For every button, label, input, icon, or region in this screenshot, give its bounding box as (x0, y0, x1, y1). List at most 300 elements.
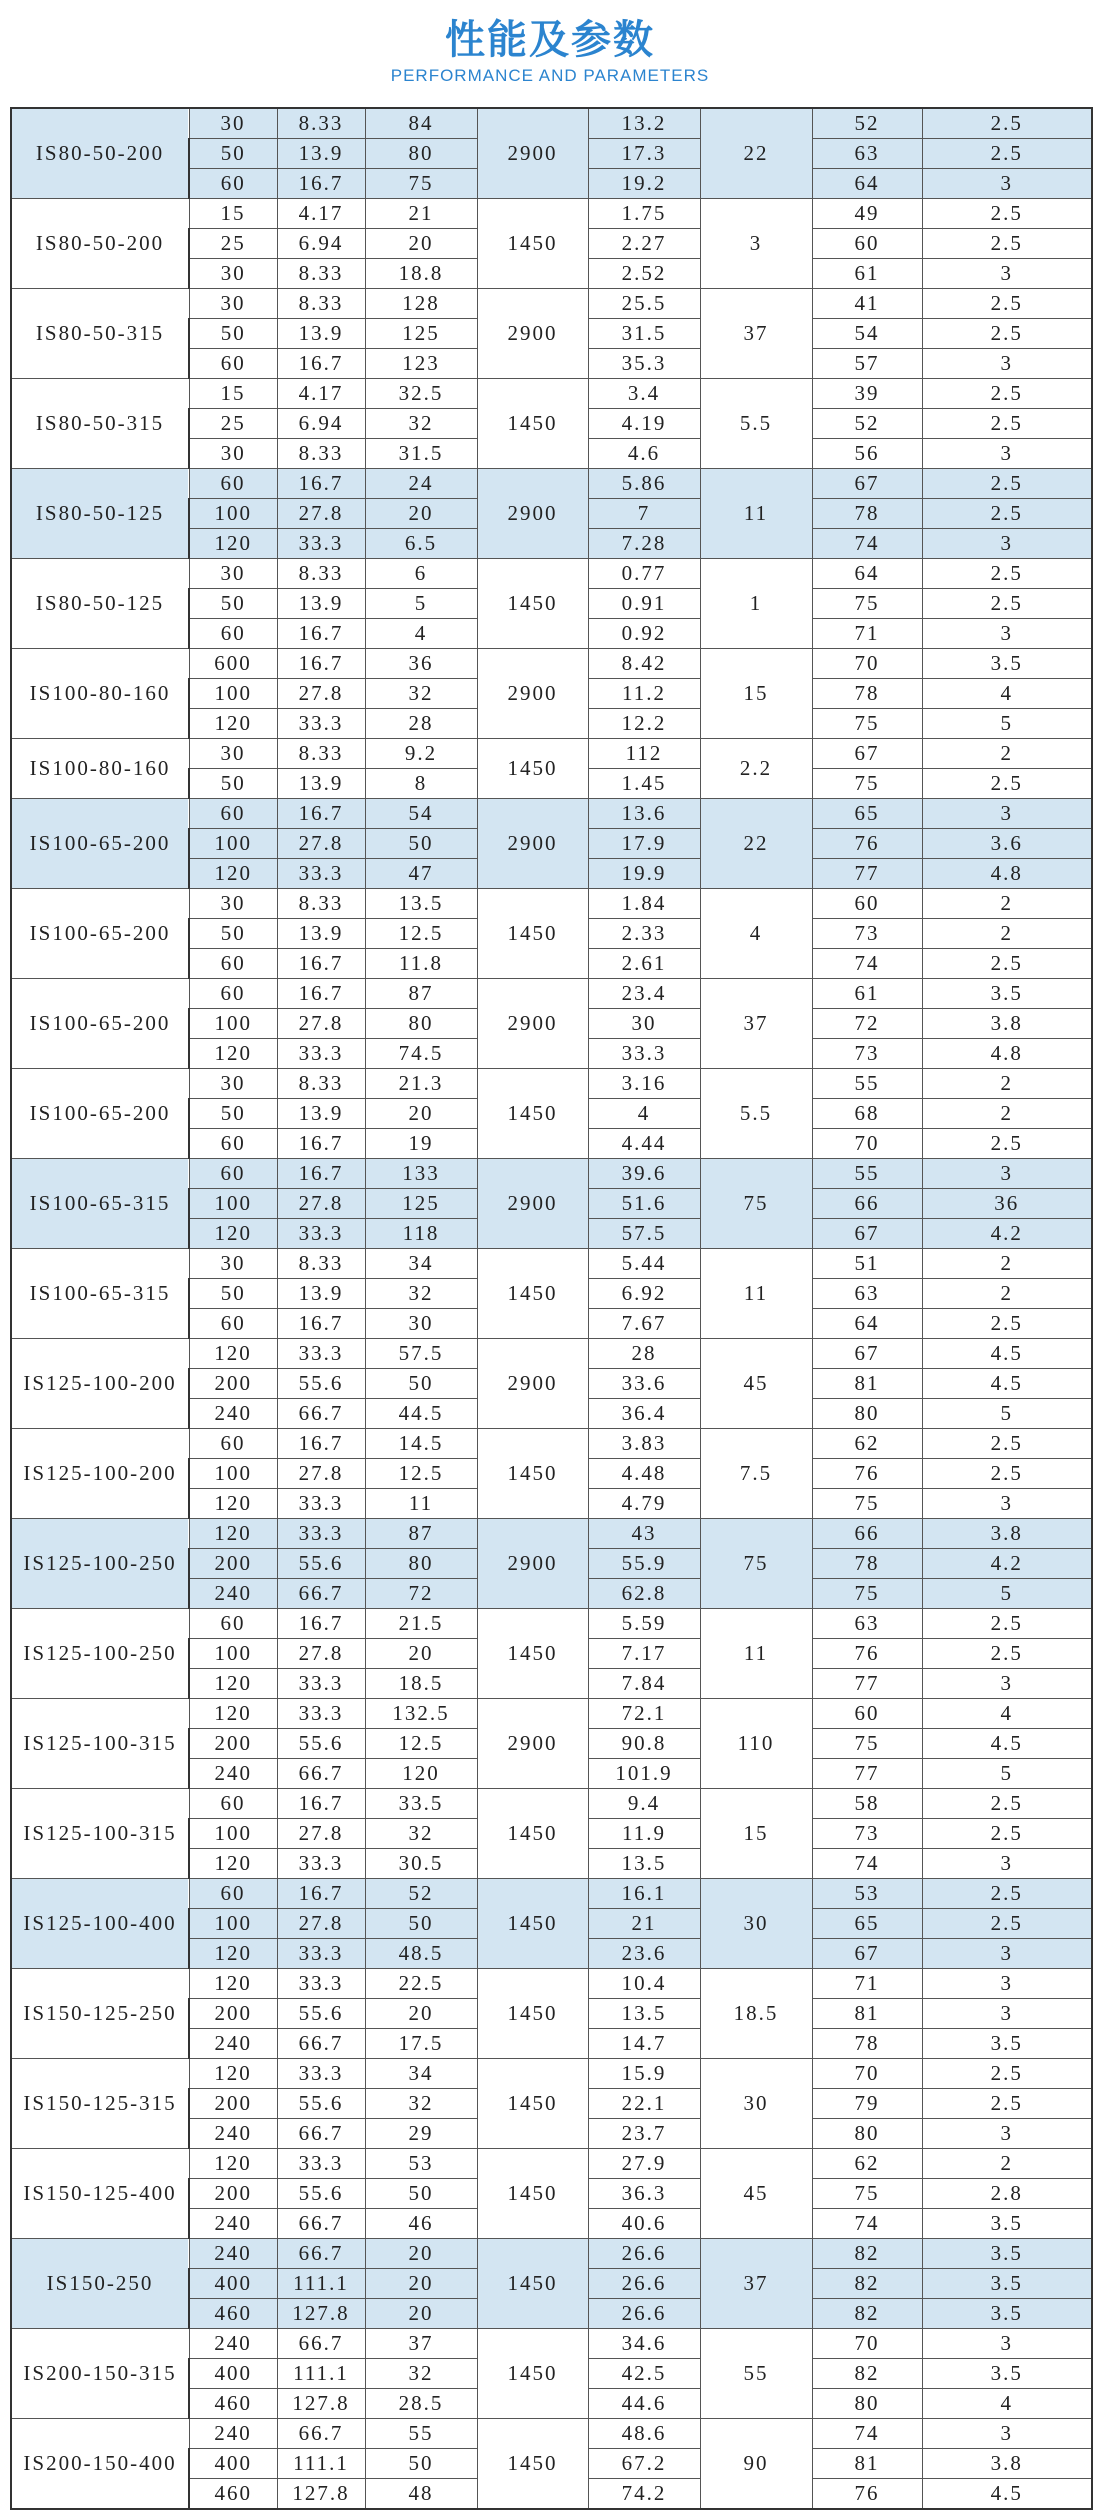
flow-ls-cell: 111.1 (277, 2449, 365, 2479)
table-row (11, 469, 1092, 499)
speed-cell: 1450 (477, 2149, 588, 2239)
efficiency-cell: 60 (812, 229, 922, 259)
flow-m3h-cell: 30 (189, 889, 277, 919)
head-cell: 37 (365, 2329, 477, 2359)
npsh-cell: 2.5 (922, 1309, 1092, 1339)
head-cell: 21.3 (365, 1069, 477, 1099)
npsh-cell: 2 (922, 1069, 1092, 1099)
head-cell: 11 (365, 1489, 477, 1519)
efficiency-cell: 75 (812, 1489, 922, 1519)
head-cell: 8 (365, 769, 477, 799)
table-row (11, 1249, 1092, 1279)
head-cell: 32 (365, 409, 477, 439)
flow-m3h-cell: 400 (189, 2359, 277, 2389)
npsh-cell: 3 (922, 259, 1092, 289)
flow-m3h-cell: 200 (189, 1549, 277, 1579)
head-cell: 22.5 (365, 1969, 477, 1999)
shaft-power-cell: 15.9 (588, 2059, 700, 2089)
shaft-power-cell: 4 (588, 1099, 700, 1129)
head-cell: 13.5 (365, 889, 477, 919)
flow-m3h-cell: 60 (189, 169, 277, 199)
head-cell: 47 (365, 859, 477, 889)
flow-m3h-cell: 200 (189, 2179, 277, 2209)
flow-ls-cell: 66.7 (277, 2029, 365, 2059)
npsh-cell: 2 (922, 1249, 1092, 1279)
flow-m3h-cell: 100 (189, 499, 277, 529)
flow-m3h-cell: 240 (189, 1759, 277, 1789)
shaft-power-cell: 13.5 (588, 1999, 700, 2029)
npsh-cell: 2.5 (922, 1609, 1092, 1639)
npsh-cell: 3.5 (922, 2209, 1092, 2239)
efficiency-cell: 67 (812, 1219, 922, 1249)
page-title: 性能及参数 (445, 17, 655, 63)
head-cell: 11.8 (365, 949, 477, 979)
npsh-cell: 3 (922, 1849, 1092, 1879)
flow-m3h-cell: 50 (189, 1099, 277, 1129)
motor-power-cell: 5.5 (700, 379, 812, 469)
head-cell: 32.5 (365, 379, 477, 409)
efficiency-cell: 64 (812, 169, 922, 199)
head-cell: 6.5 (365, 529, 477, 559)
npsh-cell: 4.8 (922, 1039, 1092, 1069)
efficiency-cell: 75 (812, 1729, 922, 1759)
model-cell: IS100-65-200 (11, 1069, 189, 1159)
shaft-power-cell: 5.44 (588, 1249, 700, 1279)
flow-m3h-cell: 100 (189, 1819, 277, 1849)
flow-ls-cell: 33.3 (277, 709, 365, 739)
model-cell: IS100-80-160 (11, 739, 189, 799)
npsh-cell: 5 (922, 709, 1092, 739)
flow-m3h-cell: 15 (189, 379, 277, 409)
table-row (11, 1159, 1092, 1189)
npsh-cell: 3 (922, 1669, 1092, 1699)
npsh-cell: 3 (922, 169, 1092, 199)
flow-ls-cell: 33.3 (277, 1219, 365, 1249)
motor-power-cell: 1 (700, 559, 812, 649)
flow-ls-cell: 8.33 (277, 259, 365, 289)
flow-m3h-cell: 200 (189, 1729, 277, 1759)
shaft-power-cell: 26.6 (588, 2269, 700, 2299)
head-cell: 118 (365, 1219, 477, 1249)
npsh-cell: 2 (922, 1099, 1092, 1129)
head-cell: 84 (365, 108, 477, 139)
flow-m3h-cell: 25 (189, 229, 277, 259)
flow-m3h-cell: 30 (189, 1249, 277, 1279)
model-cell: IS80-50-125 (11, 559, 189, 649)
flow-ls-cell: 33.3 (277, 529, 365, 559)
shaft-power-cell: 11.9 (588, 1819, 700, 1849)
flow-ls-cell: 13.9 (277, 139, 365, 169)
motor-power-cell: 45 (700, 1339, 812, 1429)
efficiency-cell: 64 (812, 1309, 922, 1339)
head-cell: 9.2 (365, 739, 477, 769)
speed-cell: 1450 (477, 1069, 588, 1159)
flow-ls-cell: 33.3 (277, 1669, 365, 1699)
head-cell: 20 (365, 1099, 477, 1129)
table-row (11, 739, 1092, 769)
shaft-power-cell: 9.4 (588, 1789, 700, 1819)
table-row (11, 199, 1092, 229)
shaft-power-cell: 11.2 (588, 679, 700, 709)
flow-m3h-cell: 400 (189, 2269, 277, 2299)
head-cell: 80 (365, 1009, 477, 1039)
head-cell: 123 (365, 349, 477, 379)
flow-m3h-cell: 15 (189, 199, 277, 229)
npsh-cell: 2 (922, 2149, 1092, 2179)
flow-m3h-cell: 120 (189, 1939, 277, 1969)
npsh-cell: 3.8 (922, 2449, 1092, 2479)
efficiency-cell: 70 (812, 649, 922, 679)
flow-ls-cell: 8.33 (277, 108, 365, 139)
table-row (11, 1879, 1092, 1909)
npsh-cell: 2.5 (922, 1129, 1092, 1159)
speed-cell: 1450 (477, 199, 588, 289)
motor-power-cell: 55 (700, 2329, 812, 2419)
head-cell: 52 (365, 1879, 477, 1909)
npsh-cell: 3 (922, 1939, 1092, 1969)
head-cell: 21 (365, 199, 477, 229)
flow-ls-cell: 8.33 (277, 1249, 365, 1279)
flow-ls-cell: 33.3 (277, 1519, 365, 1549)
flow-ls-cell: 8.33 (277, 289, 365, 319)
model-cell: IS100-80-160 (11, 649, 189, 739)
motor-power-cell: 30 (700, 2059, 812, 2149)
table-row (11, 2149, 1092, 2179)
shaft-power-cell: 55.9 (588, 1549, 700, 1579)
motor-power-cell: 22 (700, 799, 812, 889)
efficiency-cell: 63 (812, 139, 922, 169)
head-cell: 12.5 (365, 919, 477, 949)
flow-ls-cell: 16.7 (277, 649, 365, 679)
efficiency-cell: 55 (812, 1159, 922, 1189)
speed-cell: 1450 (477, 2419, 588, 2510)
table-row (11, 1069, 1092, 1099)
shaft-power-cell: 51.6 (588, 1189, 700, 1219)
shaft-power-cell: 67.2 (588, 2449, 700, 2479)
table-row (11, 799, 1092, 829)
speed-cell: 2900 (477, 979, 588, 1069)
flow-ls-cell: 33.3 (277, 1849, 365, 1879)
npsh-cell: 2.5 (922, 379, 1092, 409)
shaft-power-cell: 13.5 (588, 1849, 700, 1879)
speed-cell: 1450 (477, 1879, 588, 1969)
motor-power-cell: 37 (700, 979, 812, 1069)
speed-cell: 2900 (477, 1519, 588, 1609)
flow-ls-cell: 27.8 (277, 1639, 365, 1669)
head-cell: 46 (365, 2209, 477, 2239)
flow-m3h-cell: 120 (189, 1039, 277, 1069)
motor-power-cell: 37 (700, 289, 812, 379)
shaft-power-cell: 2.52 (588, 259, 700, 289)
efficiency-cell: 60 (812, 1699, 922, 1729)
speed-cell: 1450 (477, 2059, 588, 2149)
flow-ls-cell: 33.3 (277, 1489, 365, 1519)
shaft-power-cell: 57.5 (588, 1219, 700, 1249)
flow-m3h-cell: 120 (189, 1669, 277, 1699)
model-cell: IS150-125-400 (11, 2149, 189, 2239)
motor-power-cell: 15 (700, 1789, 812, 1879)
shaft-power-cell: 17.3 (588, 139, 700, 169)
flow-m3h-cell: 60 (189, 1309, 277, 1339)
shaft-power-cell: 31.5 (588, 319, 700, 349)
efficiency-cell: 78 (812, 1549, 922, 1579)
flow-ls-cell: 16.7 (277, 1879, 365, 1909)
shaft-power-cell: 4.48 (588, 1459, 700, 1489)
flow-ls-cell: 66.7 (277, 2119, 365, 2149)
efficiency-cell: 77 (812, 1759, 922, 1789)
flow-m3h-cell: 50 (189, 919, 277, 949)
flow-m3h-cell: 200 (189, 1369, 277, 1399)
efficiency-cell: 52 (812, 409, 922, 439)
shaft-power-cell: 33.6 (588, 1369, 700, 1399)
npsh-cell: 4.5 (922, 1369, 1092, 1399)
flow-ls-cell: 33.3 (277, 2149, 365, 2179)
efficiency-cell: 67 (812, 469, 922, 499)
flow-m3h-cell: 50 (189, 1279, 277, 1309)
npsh-cell: 4.5 (922, 1339, 1092, 1369)
npsh-cell: 3.5 (922, 2239, 1092, 2269)
flow-m3h-cell: 120 (189, 1849, 277, 1879)
flow-ls-cell: 55.6 (277, 1729, 365, 1759)
flow-ls-cell: 8.33 (277, 739, 365, 769)
shaft-power-cell: 5.59 (588, 1609, 700, 1639)
npsh-cell: 3 (922, 799, 1092, 829)
npsh-cell: 3.8 (922, 1519, 1092, 1549)
model-cell: IS80-50-200 (11, 108, 189, 199)
head-cell: 133 (365, 1159, 477, 1189)
npsh-cell: 2.5 (922, 2059, 1092, 2089)
efficiency-cell: 61 (812, 979, 922, 1009)
flow-m3h-cell: 100 (189, 829, 277, 859)
head-cell: 14.5 (365, 1429, 477, 1459)
model-cell: IS80-50-315 (11, 289, 189, 379)
efficiency-cell: 56 (812, 439, 922, 469)
speed-cell: 2900 (477, 289, 588, 379)
npsh-cell: 4 (922, 1699, 1092, 1729)
motor-power-cell: 7.5 (700, 1429, 812, 1519)
head-cell: 50 (365, 2179, 477, 2209)
table-row (11, 979, 1092, 1009)
head-cell: 12.5 (365, 1459, 477, 1489)
model-cell: IS80-50-125 (11, 469, 189, 559)
flow-m3h-cell: 120 (189, 2059, 277, 2089)
npsh-cell: 2.5 (922, 289, 1092, 319)
efficiency-cell: 82 (812, 2239, 922, 2269)
shaft-power-cell: 25.5 (588, 289, 700, 319)
head-cell: 20 (365, 499, 477, 529)
shaft-power-cell: 0.92 (588, 619, 700, 649)
shaft-power-cell: 12.2 (588, 709, 700, 739)
head-cell: 19 (365, 1129, 477, 1159)
motor-power-cell: 75 (700, 1159, 812, 1249)
flow-ls-cell: 27.8 (277, 829, 365, 859)
flow-m3h-cell: 120 (189, 709, 277, 739)
flow-ls-cell: 127.8 (277, 2479, 365, 2510)
flow-ls-cell: 8.33 (277, 439, 365, 469)
efficiency-cell: 76 (812, 829, 922, 859)
head-cell: 72 (365, 1579, 477, 1609)
npsh-cell: 5 (922, 1579, 1092, 1609)
flow-m3h-cell: 60 (189, 469, 277, 499)
npsh-cell: 3 (922, 2119, 1092, 2149)
flow-m3h-cell: 460 (189, 2479, 277, 2510)
flow-ls-cell: 13.9 (277, 919, 365, 949)
shaft-power-cell: 6.92 (588, 1279, 700, 1309)
flow-ls-cell: 55.6 (277, 1999, 365, 2029)
motor-power-cell: 45 (700, 2149, 812, 2239)
head-cell: 12.5 (365, 1729, 477, 1759)
flow-m3h-cell: 50 (189, 589, 277, 619)
efficiency-cell: 62 (812, 1429, 922, 1459)
efficiency-cell: 57 (812, 349, 922, 379)
page-subtitle: PERFORMANCE AND PARAMETERS (390, 66, 710, 85)
speed-cell: 2900 (477, 799, 588, 889)
flow-ls-cell: 55.6 (277, 1369, 365, 1399)
head-cell: 80 (365, 139, 477, 169)
table-row (11, 559, 1092, 589)
table-row (11, 1609, 1092, 1639)
flow-ls-cell: 33.3 (277, 859, 365, 889)
model-cell: IS150-125-250 (11, 1969, 189, 2059)
efficiency-cell: 76 (812, 1639, 922, 1669)
npsh-cell: 2.5 (922, 1819, 1092, 1849)
shaft-power-cell: 2.61 (588, 949, 700, 979)
flow-ls-cell: 27.8 (277, 679, 365, 709)
shaft-power-cell: 21 (588, 1909, 700, 1939)
head-cell: 33.5 (365, 1789, 477, 1819)
flow-ls-cell: 13.9 (277, 769, 365, 799)
head-cell: 32 (365, 679, 477, 709)
head-cell: 20 (365, 2239, 477, 2269)
shaft-power-cell: 22.1 (588, 2089, 700, 2119)
shaft-power-cell: 48.6 (588, 2419, 700, 2449)
shaft-power-cell: 7.84 (588, 1669, 700, 1699)
flow-m3h-cell: 60 (189, 1429, 277, 1459)
flow-m3h-cell: 120 (189, 1969, 277, 1999)
shaft-power-cell: 39.6 (588, 1159, 700, 1189)
efficiency-cell: 77 (812, 859, 922, 889)
flow-m3h-cell: 60 (189, 1159, 277, 1189)
head-cell: 50 (365, 1369, 477, 1399)
shaft-power-cell: 23.6 (588, 1939, 700, 1969)
efficiency-cell: 75 (812, 709, 922, 739)
npsh-cell: 2.5 (922, 949, 1092, 979)
head-cell: 31.5 (365, 439, 477, 469)
motor-power-cell: 110 (700, 1699, 812, 1789)
head-cell: 50 (365, 1909, 477, 1939)
head-cell: 57.5 (365, 1339, 477, 1369)
flow-m3h-cell: 50 (189, 139, 277, 169)
motor-power-cell: 3 (700, 199, 812, 289)
flow-ls-cell: 66.7 (277, 2209, 365, 2239)
npsh-cell: 3.5 (922, 2299, 1092, 2329)
speed-cell: 2900 (477, 1339, 588, 1429)
efficiency-cell: 39 (812, 379, 922, 409)
table-row (11, 2419, 1092, 2449)
head-cell: 34 (365, 2059, 477, 2089)
head-cell: 74.5 (365, 1039, 477, 1069)
flow-ls-cell: 27.8 (277, 1189, 365, 1219)
flow-m3h-cell: 100 (189, 1909, 277, 1939)
motor-power-cell: 37 (700, 2239, 812, 2329)
efficiency-cell: 63 (812, 1279, 922, 1309)
flow-ls-cell: 16.7 (277, 1789, 365, 1819)
efficiency-cell: 67 (812, 1939, 922, 1969)
model-cell: IS150-125-315 (11, 2059, 189, 2149)
shaft-power-cell: 7.28 (588, 529, 700, 559)
shaft-power-cell: 112 (588, 739, 700, 769)
head-cell: 87 (365, 1519, 477, 1549)
shaft-power-cell: 7 (588, 499, 700, 529)
flow-ls-cell: 6.94 (277, 229, 365, 259)
motor-power-cell: 30 (700, 1879, 812, 1969)
efficiency-cell: 80 (812, 2119, 922, 2149)
efficiency-cell: 74 (812, 1849, 922, 1879)
speed-cell: 1450 (477, 1429, 588, 1519)
npsh-cell: 36 (922, 1189, 1092, 1219)
flow-ls-cell: 66.7 (277, 1399, 365, 1429)
npsh-cell: 3 (922, 349, 1092, 379)
flow-ls-cell: 27.8 (277, 1459, 365, 1489)
npsh-cell: 2.5 (922, 469, 1092, 499)
shaft-power-cell: 4.6 (588, 439, 700, 469)
flow-m3h-cell: 240 (189, 2329, 277, 2359)
flow-m3h-cell: 30 (189, 439, 277, 469)
shaft-power-cell: 74.2 (588, 2479, 700, 2510)
head-cell: 120 (365, 1759, 477, 1789)
npsh-cell: 3 (922, 1999, 1092, 2029)
model-cell: IS100-65-200 (11, 889, 189, 979)
head-cell: 32 (365, 1819, 477, 1849)
head-cell: 28.5 (365, 2389, 477, 2419)
flow-m3h-cell: 25 (189, 409, 277, 439)
speed-cell: 1450 (477, 889, 588, 979)
npsh-cell: 3.5 (922, 649, 1092, 679)
flow-m3h-cell: 60 (189, 1879, 277, 1909)
speed-cell: 1450 (477, 1969, 588, 2059)
head-cell: 20 (365, 1639, 477, 1669)
head-cell: 5 (365, 589, 477, 619)
npsh-cell: 2.5 (922, 499, 1092, 529)
flow-ls-cell: 66.7 (277, 1579, 365, 1609)
table-row (11, 1789, 1092, 1819)
efficiency-cell: 76 (812, 1459, 922, 1489)
flow-ls-cell: 16.7 (277, 979, 365, 1009)
npsh-cell: 2.5 (922, 559, 1092, 589)
flow-m3h-cell: 60 (189, 1129, 277, 1159)
npsh-cell: 2.5 (922, 319, 1092, 349)
head-cell: 20 (365, 2269, 477, 2299)
flow-m3h-cell: 120 (189, 1489, 277, 1519)
speed-cell: 1450 (477, 1249, 588, 1339)
npsh-cell: 2.8 (922, 2179, 1092, 2209)
npsh-cell: 2 (922, 1279, 1092, 1309)
flow-ls-cell: 16.7 (277, 1129, 365, 1159)
model-cell: IS125-100-315 (11, 1789, 189, 1879)
efficiency-cell: 78 (812, 679, 922, 709)
model-cell: IS200-150-400 (11, 2419, 189, 2510)
flow-ls-cell: 66.7 (277, 2419, 365, 2449)
npsh-cell: 3 (922, 1969, 1092, 1999)
npsh-cell: 2 (922, 919, 1092, 949)
npsh-cell: 3 (922, 1159, 1092, 1189)
efficiency-cell: 66 (812, 1189, 922, 1219)
efficiency-cell: 53 (812, 1879, 922, 1909)
shaft-power-cell: 42.5 (588, 2359, 700, 2389)
flow-m3h-cell: 120 (189, 1339, 277, 1369)
npsh-cell: 3.5 (922, 979, 1092, 1009)
flow-ls-cell: 27.8 (277, 1819, 365, 1849)
